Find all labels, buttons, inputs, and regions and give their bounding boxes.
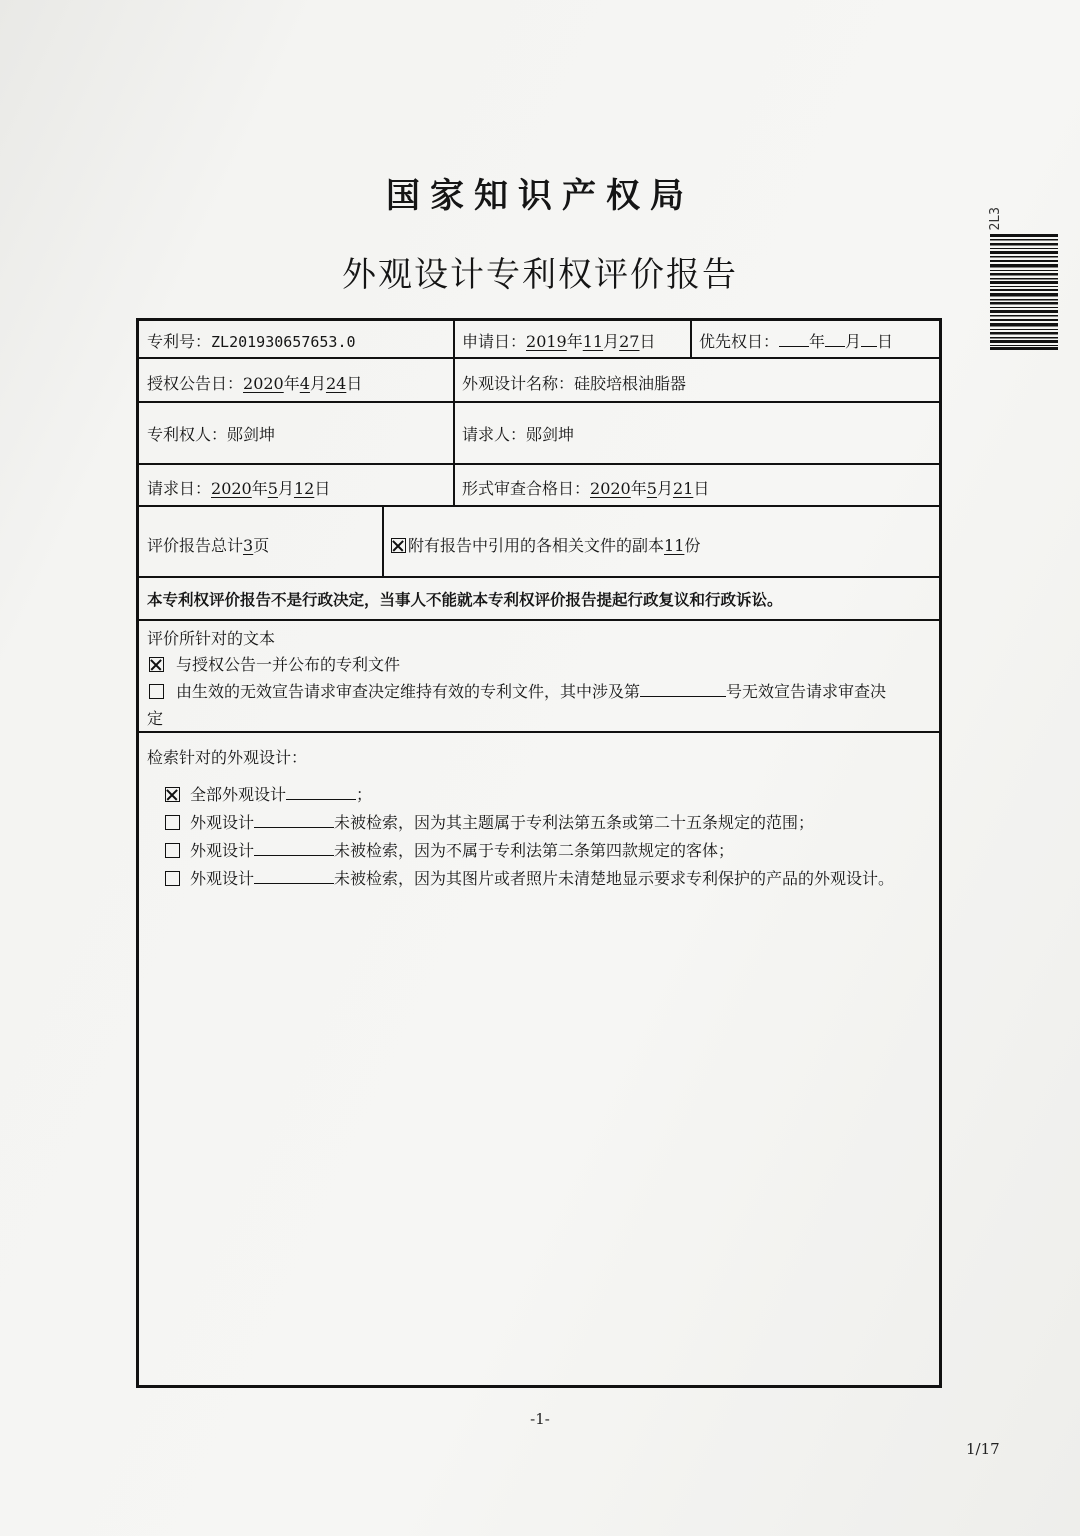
report-table [136, 318, 942, 1388]
page-count: 1/17 [966, 1440, 1000, 1458]
target-option-1: 与授权公告一并公布的专利文件 [149, 652, 400, 675]
attachment-count: 附有报告中引用的各相关文件的副本11份 [391, 533, 700, 556]
formal-exam-date: 形式审查合格日：2020年5月21日 [462, 479, 710, 498]
search-item-2-checkbox[interactable] [165, 815, 180, 830]
request-date: 请求日：2020年5月12日 [147, 479, 331, 498]
search-item-all-checkbox[interactable] [165, 787, 180, 802]
attach-checkbox[interactable] [391, 538, 406, 553]
patent-number: 专利号：ZL201930657653.0 [147, 332, 356, 351]
target-text-heading: 评价所针对的文本 [147, 629, 276, 648]
search-item-3-checkbox[interactable] [165, 843, 180, 858]
search-item-4-checkbox[interactable] [165, 871, 180, 886]
target-option-2-cont: 定 [147, 709, 164, 728]
target-option-2-checkbox[interactable] [149, 684, 164, 699]
grant-date: 授权公告日：2020年4月24日 [147, 374, 363, 393]
target-option-1-checkbox[interactable] [149, 657, 164, 672]
target-option-2: 由生效的无效宣告请求审查决定维持有效的专利文件，其中涉及第 号无效宣告请求审查决 [149, 679, 886, 702]
design-name: 外观设计名称：硅胶培根油脂器 [462, 374, 687, 393]
search-item-not-object: 外观设计 未被检索，因为不属于专利法第二条第四款规定的客体； [165, 838, 734, 861]
barcode-code: 2L3 [988, 207, 1003, 231]
apply-date: 申请日：2019年11月27日 [462, 332, 656, 351]
search-item-unclear-images: 外观设计 未被检索，因为其图片或者照片未清楚地显示要求专利保护的产品的外观设计。 [165, 866, 894, 889]
search-heading: 检索针对的外观设计： [147, 748, 308, 767]
disclaimer-notice: 本专利权评价报告不是行政决定，当事人不能就本专利权评价报告提起行政复议和行政诉讼。 [147, 590, 783, 609]
search-item-all: 全部外观设计 ； [165, 782, 372, 805]
agency-title: 国家知识产权局 [386, 176, 694, 216]
page-number: -1- [530, 1410, 550, 1428]
report-title: 外观设计专利权评价报告 [342, 255, 738, 295]
total-pages: 评价报告总计3页 [147, 536, 270, 555]
priority-date: 优先权日： 年 月 日 [699, 332, 894, 351]
barcode-icon [990, 234, 1058, 350]
requester: 请求人：郧剑坤 [462, 425, 575, 444]
patentee: 专利权人：郧剑坤 [147, 425, 276, 444]
search-item-excluded-subject: 外观设计 未被检索，因为其主题属于专利法第五条或第二十五条规定的范围； [165, 810, 814, 833]
